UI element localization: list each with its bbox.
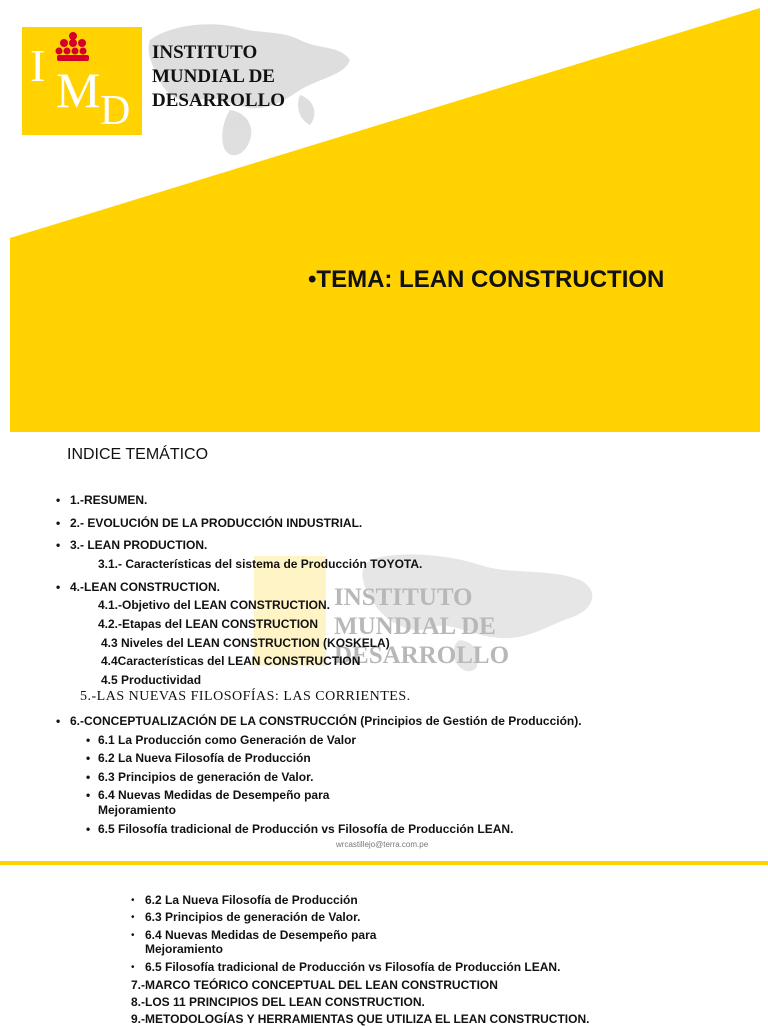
index-subitem: 6.5 Filosofía tradicional de Producción vs Filosofía de Producción LEAN. xyxy=(98,822,514,836)
index-subitem: 4.5 Productividad xyxy=(101,673,202,687)
index-subitem-continuation: Mejoramiento xyxy=(98,803,177,817)
index-subitem: 6.5 Filosofía tradicional de Producción vs Filosofía de Producción LEAN. xyxy=(145,960,561,974)
index-item: 5.-LAS NUEVAS FILOSOFÍAS: LAS CORRIENTES. xyxy=(80,689,411,704)
index-item: 6.-CONCEPTUALIZACIÓN DE LA CONSTRUCCIÓN (Principios de Gestión de Producción). xyxy=(70,714,582,728)
title-slide xyxy=(0,0,768,434)
institute-name-line-1: INSTITUTO xyxy=(152,42,258,63)
bullet: • xyxy=(56,493,61,507)
index-subitem: 4.3 Niveles del LEAN CONSTRUCTION (KOSKELA) xyxy=(101,636,390,650)
logo-letter-m: M xyxy=(56,62,101,118)
index-subitem: 4.2.-Etapas del LEAN CONSTRUCTION xyxy=(98,617,319,631)
index-item: 3.- LEAN PRODUCTION. xyxy=(70,538,208,552)
index-subitem: 6.3 Principios de generación de Valor. xyxy=(145,910,361,924)
bullet: • xyxy=(86,733,91,747)
index-subitem: 6.3 Principios de generación de Valor. xyxy=(98,770,314,784)
institute-name-line-2: MUNDIAL DE xyxy=(152,66,275,87)
bullet: • xyxy=(86,788,91,802)
slide-divider xyxy=(0,861,768,865)
slide-title xyxy=(308,266,664,294)
index-subitem: 4.4Características del LEAN CONSTRUCTION xyxy=(101,654,361,668)
bullet: • xyxy=(56,580,61,594)
index-heading: INDICE TEMÁTICO xyxy=(67,446,209,463)
index-item: 8.-LOS 11 PRINCIPIOS DEL LEAN CONSTRUCTION. xyxy=(131,995,425,1009)
index-subitem: 6.4 Nuevas Medidas de Desempeño para xyxy=(145,928,377,942)
bullet: • xyxy=(56,538,61,552)
bullet: • xyxy=(131,912,135,923)
index-item: 4.-LEAN CONSTRUCTION. xyxy=(70,580,220,594)
logo-letter-i: I xyxy=(30,40,46,91)
watermark-line-3: DESARROLLO xyxy=(334,642,510,669)
title-text: TEMA: LEAN CONSTRUCTION xyxy=(316,266,665,293)
watermark-line-2: MUNDIAL DE xyxy=(334,613,496,640)
bullet: • xyxy=(131,930,135,941)
institute-name-line-3: DESARROLLO xyxy=(152,90,286,111)
index-subitem: 6.1 La Producción como Generación de Valor xyxy=(98,733,357,747)
logo xyxy=(22,27,142,135)
bullet: • xyxy=(86,770,91,784)
bullet: • xyxy=(131,895,135,906)
index-item: 9.-METODOLOGÍAS Y HERRAMIENTAS QUE UTILIZA EL LEAN CONSTRUCTION. xyxy=(131,1012,590,1026)
institute-name xyxy=(152,41,285,113)
index-subitem: 6.2 La Nueva Filosofía de Producción xyxy=(98,751,311,765)
index-item: 1.-RESUMEN. xyxy=(70,493,148,507)
watermark-line-1: INSTITUTO xyxy=(334,584,473,611)
bullet: • xyxy=(56,516,61,530)
index-subitem: 6.2 La Nueva Filosofía de Producción xyxy=(145,893,358,907)
index-subitem: 6.4 Nuevas Medidas de Desempeño para xyxy=(98,788,330,802)
index-item: 7.-MARCO TEÓRICO CONCEPTUAL DEL LEAN CONSTRUCTION xyxy=(131,978,498,992)
index-subitem-continuation: Mejoramiento xyxy=(145,942,224,956)
footer-email: wrcastillejo@terra.com.pe xyxy=(336,840,429,849)
index-subitem: 4.1.-Objetivo del LEAN CONSTRUCTION. xyxy=(98,598,331,612)
bullet: • xyxy=(86,822,91,836)
logo-letter-d: D xyxy=(100,88,131,134)
index-subitem: 3.1.- Características del sistema de Producción TOYOTA. xyxy=(98,557,423,571)
title-bullet: • xyxy=(308,266,317,293)
bullet: • xyxy=(56,714,61,728)
index-item: 2.- EVOLUCIÓN DE LA PRODUCCIÓN INDUSTRIAL. xyxy=(70,516,363,530)
bullet: • xyxy=(86,751,91,765)
bullet: • xyxy=(131,962,135,973)
crown-icon xyxy=(55,31,91,63)
